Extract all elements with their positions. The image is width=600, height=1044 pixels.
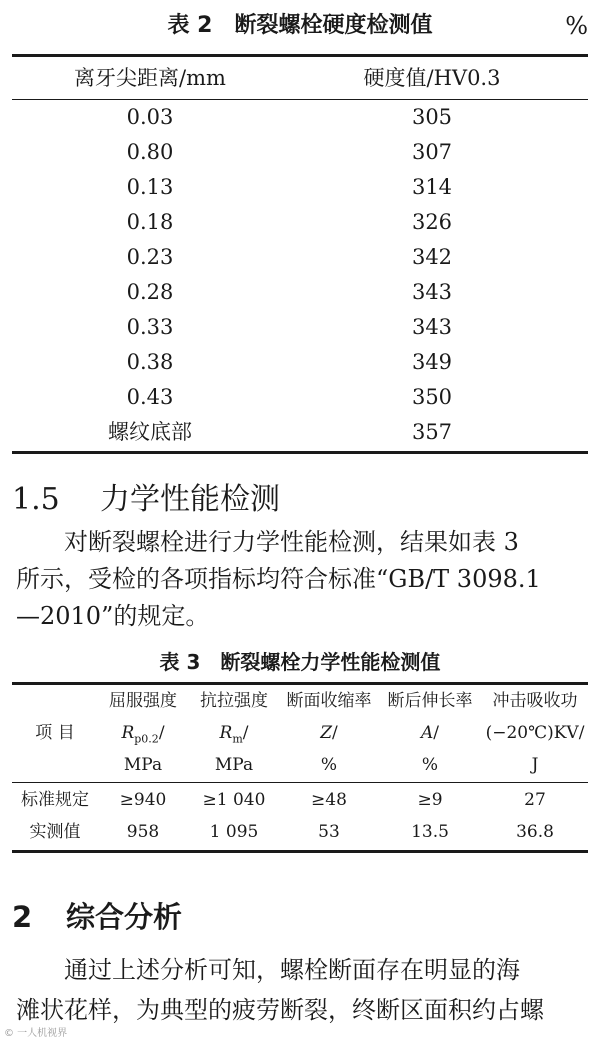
table3-col1-unit: MPa: [123, 755, 163, 775]
table2-row-3-hardness: 326: [411, 210, 453, 234]
table3-bottom-rule: [12, 850, 588, 853]
table3-row-measured-tensile: 1 095: [209, 822, 259, 842]
table2-row-6-hardness: 343: [411, 315, 453, 339]
table3-col1-name: 屈服强度: [109, 691, 177, 711]
table3-col4-symbol: A/: [420, 723, 439, 743]
section-1-5-heading: [12, 477, 280, 523]
table3-col1-symbol: $R_{p0.2}/$: [121, 723, 165, 746]
section-2-number: 2: [12, 900, 33, 934]
table2-row-9-distance: 螺纹底部: [108, 420, 192, 444]
table2-header-distance: 离牙尖距离/mm: [74, 66, 226, 90]
table2-row-1-hardness: 307: [411, 140, 453, 164]
table3-col2-symbol: $R_m/$: [219, 723, 249, 746]
table2-row-4-hardness: 342: [411, 245, 453, 269]
table3-row-standard-tensile: ≥1 040: [202, 790, 266, 810]
table2-row-7-distance: 0.38: [126, 350, 174, 374]
section-1-5-paragraph-line-3: —2010”的规定。: [16, 602, 210, 630]
section-2-title: 综合分析: [66, 900, 183, 934]
watermark: © 一人机视界: [4, 1028, 68, 1039]
section-2-paragraph-line-1: 通过上述分析可知，螺栓断面存在明显的海: [16, 956, 520, 984]
table2-unit: %: [565, 12, 588, 40]
table3-top-rule: [12, 682, 588, 685]
table3-col4-unit: %: [421, 755, 439, 775]
table3-row-standard-impact: 27: [524, 790, 546, 810]
table2-row-7-hardness: 349: [411, 350, 453, 374]
table2-row-3-distance: 0.18: [126, 210, 174, 234]
table3-row-measured-elongation: 13.5: [411, 822, 449, 842]
section-2-heading: [12, 892, 182, 942]
table2-row-5-hardness: 343: [411, 280, 453, 304]
table3-row-measured-yield: 958: [126, 822, 160, 842]
table2-row-8-distance: 0.43: [126, 385, 174, 409]
table3-title: 表 3 断裂螺栓力学性能检测值: [159, 650, 441, 674]
section-1-5-number: 1.5: [12, 482, 60, 517]
table2-row-4-distance: 0.23: [126, 245, 174, 269]
table2-top-rule: [12, 54, 588, 57]
table3-col3-unit: %: [320, 755, 338, 775]
table2-header-hardness: 硬度值/HV0.3: [363, 66, 501, 90]
table2-row-6-distance: 0.33: [126, 315, 174, 339]
table3-col3-symbol: Z/: [320, 723, 338, 743]
table2-title: 表 2 断裂螺栓硬度检测值: [167, 13, 433, 38]
table2-row-0-hardness: 305: [411, 105, 453, 129]
table3-row-measured-label: 实测值: [29, 822, 81, 842]
table3-col5-condition: (−20℃)KV/: [485, 723, 585, 743]
table3-col2-unit: MPa: [214, 755, 254, 775]
table2-row-8-hardness: 350: [411, 385, 453, 409]
section-1-5-paragraph-line-2: 所示，受检的各项指标均符合标准“GB/T 3098.1: [16, 565, 541, 593]
table3-header-rule: [12, 782, 588, 783]
table3-col5-name: 冲击吸收功: [492, 691, 578, 711]
table3-col5-unit: J: [531, 755, 539, 775]
table3-col2-name: 抗拉强度: [200, 691, 268, 711]
table3-row-standard-yield: ≥940: [119, 790, 167, 810]
table2-row-1-distance: 0.80: [126, 140, 174, 164]
table3-row-measured-reduction: 53: [318, 822, 340, 842]
section-1-5-title: 力学性能检测: [100, 482, 280, 517]
table2-row-2-hardness: 314: [411, 175, 453, 199]
table3-col3-name: 断面收缩率: [286, 691, 372, 711]
table2-row-0-distance: 0.03: [126, 105, 174, 129]
table3-header-item: 项 目: [35, 723, 75, 743]
table2-row-2-distance: 0.13: [126, 175, 174, 199]
table3-row-standard-elongation: ≥9: [417, 790, 443, 810]
table3-row-measured-impact: 36.8: [516, 822, 554, 842]
table2-row-5-distance: 0.28: [126, 280, 174, 304]
table3-row-standard-label: 标准规定: [21, 790, 89, 810]
section-1-5-paragraph-line-1: 对断裂螺栓进行力学性能检测，结果如表 3: [16, 528, 519, 556]
table3-col4-name: 断后伸长率: [387, 691, 473, 711]
table3-row-standard-reduction: ≥48: [311, 790, 347, 810]
table2-row-9-hardness: 357: [411, 420, 453, 444]
table2-bottom-rule: [12, 451, 588, 454]
section-2-paragraph-line-2: 滩状花样，为典型的疲劳断裂，终断区面积约占螺: [16, 996, 544, 1024]
